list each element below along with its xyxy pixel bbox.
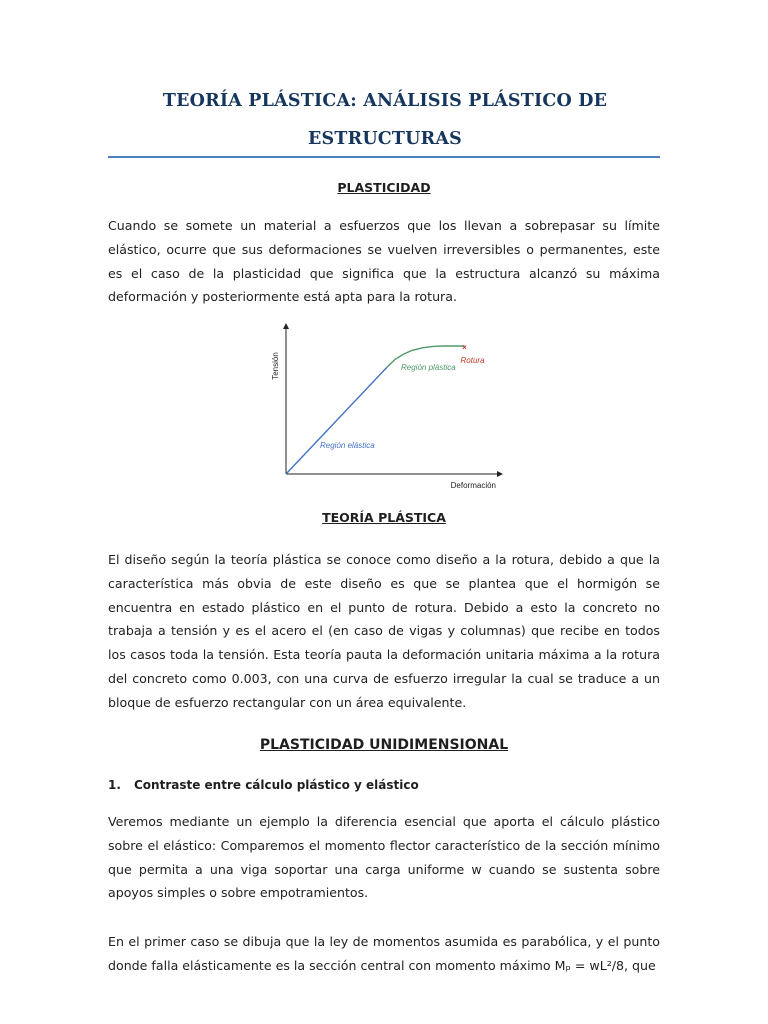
stress-strain-chart bbox=[264, 322, 504, 494]
subsection-title: Contraste entre cálculo plástico y elástico bbox=[134, 778, 419, 792]
paragraph-plasticidad: Cuando se somete un material a esfuerzos que los llevan a sobrepasar su límite elástico, ocurre que sus deformaciones se vuelven irreversibles o permanentes, este es el caso de la plasticidad que significa que la estructura alcanzó su máxima deformación y posteriormente está apta para la rotura. bbox=[108, 218, 660, 305]
rupture-label: Rotura bbox=[460, 356, 485, 365]
heading-plasticidad-unidimensional: PLASTICIDAD UNIDIMENSIONAL bbox=[259, 737, 509, 753]
plastic-region-label: Región plástica bbox=[401, 363, 456, 372]
title-divider bbox=[108, 156, 660, 158]
heading-plasticidad: PLASTICIDAD bbox=[337, 180, 431, 195]
series-line-0 bbox=[286, 367, 387, 474]
x-axis-label: Deformación bbox=[450, 481, 496, 490]
heading-teoria-plastica: TEORÍA PLÁSTICA bbox=[322, 510, 446, 525]
y-axis-label: Tensión bbox=[271, 352, 280, 380]
subsection-heading bbox=[108, 778, 660, 792]
stress-strain-figure bbox=[264, 322, 504, 494]
paragraph-teoria-plastica: El diseño según la teoría plástica se conoce como diseño a la rotura, debido a que la característica más obvia de este diseño es que se plantea que el hormigón se encuentra en estado plástico en el punto de rotura. Debido a esto la concreto no trabaja a tensión y es el acero el (en caso de vigas y columnas) que recibe en todos los casos toda la tensión. Esta teoría pauta la deformación unitaria máxima a la rotura del concreto como 0.003, con una curva de esfuerzo irregular la cual se traduce a un bloque de esfuerzo rectangular con un área equivalente. bbox=[108, 552, 660, 710]
subsection-number: 1. bbox=[108, 778, 121, 792]
elastic-region-label: Región elástica bbox=[320, 441, 375, 450]
document-title: TEORÍA PLÁSTICA: ANÁLISIS PLÁSTICO DE ESTRUCTURAS bbox=[162, 91, 608, 149]
paragraph-contraste: Veremos mediante un ejemplo la diferencia esencial que aporta el cálculo plástico sobre el elástico: Comparemos el momento flector característico de la sección mínimo que permita a una viga soportar una carga uniforme w cuando se sustenta sobre apoyos simples o sobre empotramientos. bbox=[108, 814, 660, 901]
rupture-marker: × bbox=[462, 343, 467, 352]
paragraph-primer-caso: En el primer caso se dibuja que la ley de momentos asumida es parabólica, y el punto donde falla elásticamente es la sección central con momento máximo Mₚ = wL²/8, que bbox=[108, 934, 660, 973]
